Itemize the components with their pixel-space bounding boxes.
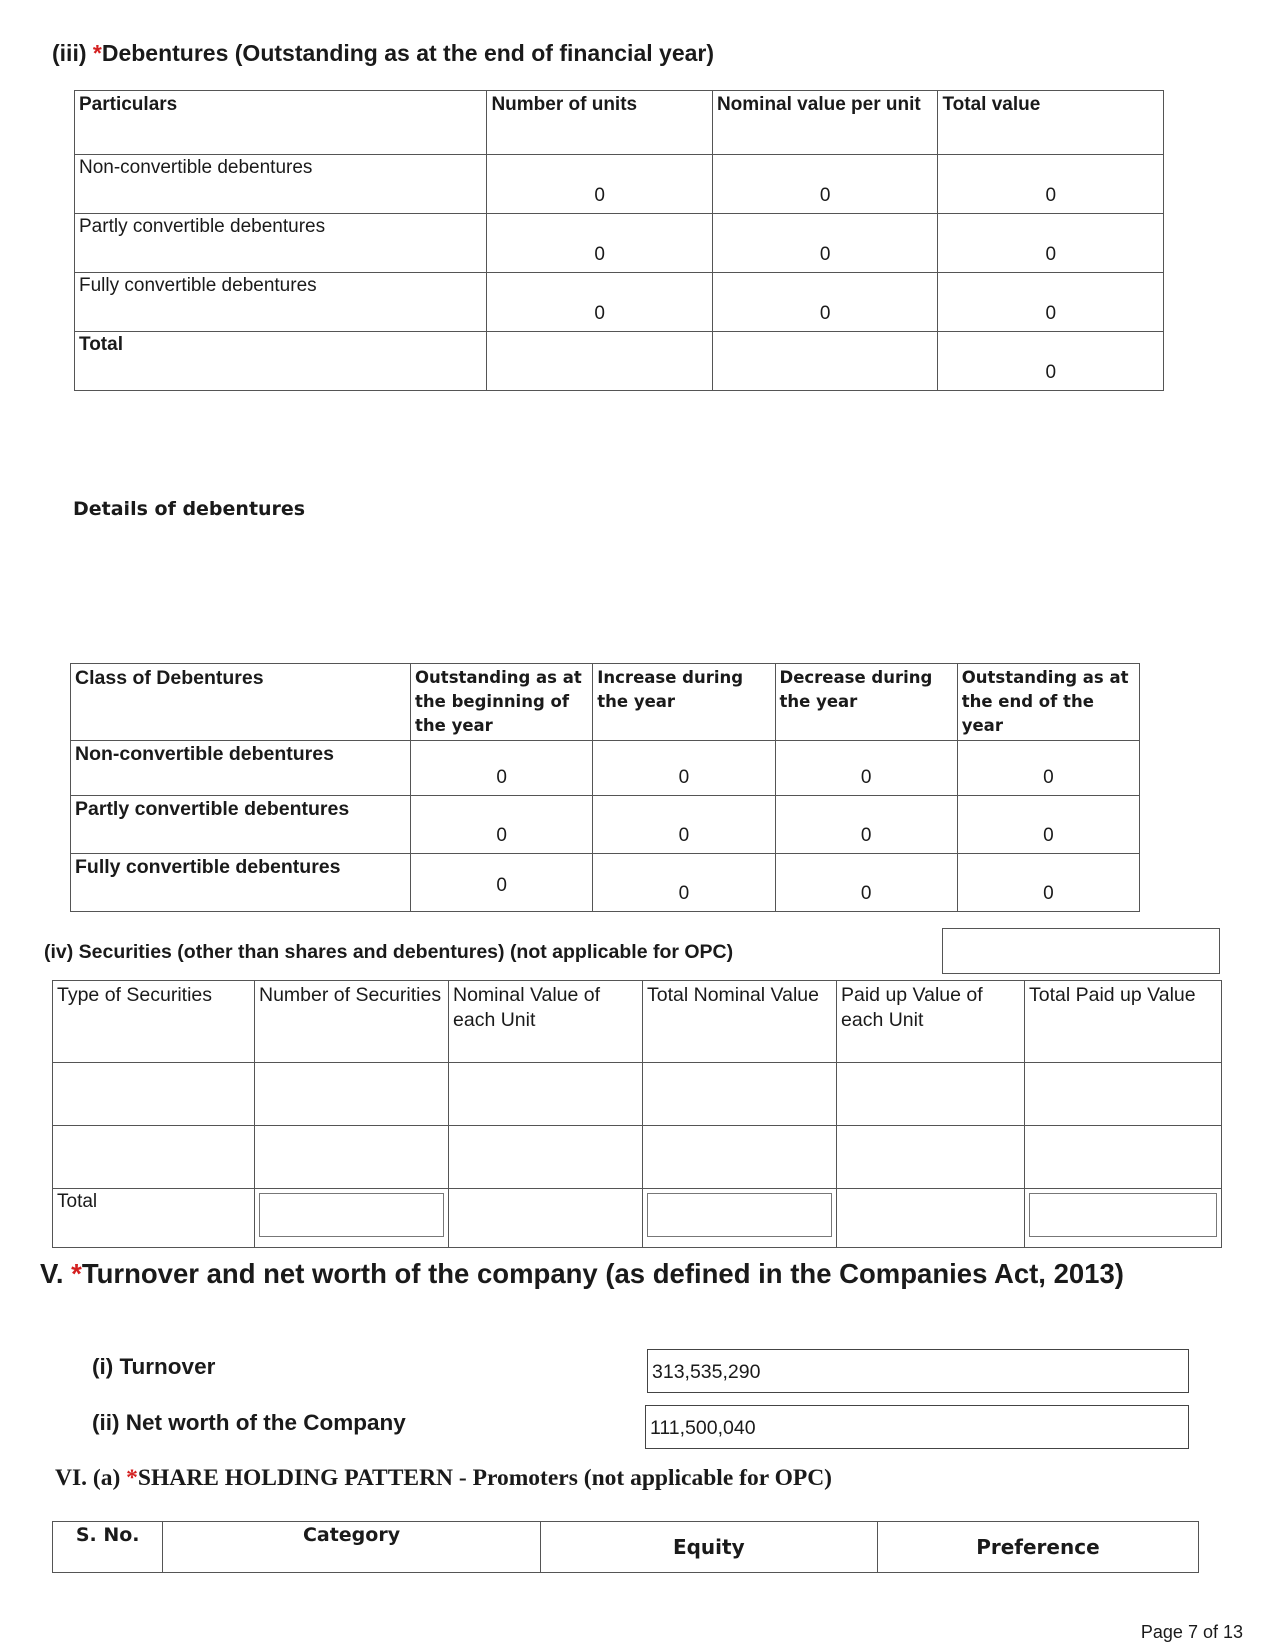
empty-cell	[712, 332, 938, 391]
table-header-row	[71, 664, 1140, 741]
empty-cell[interactable]	[837, 1126, 1025, 1189]
empty-cell[interactable]	[643, 1126, 837, 1189]
empty-cell	[449, 1189, 643, 1248]
total-value-cell: 0	[938, 332, 1164, 391]
empty-cell[interactable]	[449, 1126, 643, 1189]
turnover-label: (i) Turnover	[92, 1354, 216, 1379]
column-header: Particulars	[75, 91, 487, 155]
column-header: Type of Securities	[53, 981, 255, 1063]
net-worth-label: (ii) Net worth of the Company	[92, 1410, 406, 1435]
column-header: Equity	[540, 1522, 877, 1573]
table-row	[53, 1126, 1222, 1189]
total-paidup-cell	[1025, 1189, 1222, 1248]
total-label: Total	[53, 1189, 255, 1248]
empty-cell[interactable]	[255, 1126, 449, 1189]
turnover-field[interactable]: 313,535,290	[647, 1349, 1189, 1393]
section-vi-title: SHARE HOLDING PATTERN - Promoters (not applicable for OPC)	[137, 1465, 833, 1491]
securities-table	[52, 980, 1222, 1248]
row-label: Non-convertible debentures	[71, 741, 411, 796]
column-header: Paid up Value of each Unit	[837, 981, 1025, 1063]
share-holding-table	[52, 1521, 1199, 1573]
increase-cell: 0	[593, 854, 775, 912]
required-marker: *	[71, 1258, 82, 1289]
details-of-debentures-table	[70, 663, 1140, 912]
section-iii-title: Debentures (Outstanding as at the end of financial year)	[101, 40, 715, 66]
section-iv-heading: (iv) Securities (other than shares and debentures) (not applicable for OPC)	[44, 941, 734, 963]
row-label: Fully convertible debentures	[71, 854, 411, 912]
table-header-row	[53, 1522, 1199, 1573]
column-header: Preference	[877, 1522, 1198, 1573]
column-header: Number of Securities	[255, 981, 449, 1063]
empty-cell[interactable]	[837, 1063, 1025, 1126]
column-header: Total Paid up Value	[1025, 981, 1222, 1063]
column-header: Decrease during the year	[775, 664, 957, 741]
begin-cell: 0	[411, 796, 593, 854]
units-cell: 0	[487, 273, 713, 332]
empty-cell[interactable]	[1025, 1063, 1222, 1126]
column-header: Nominal value per unit	[712, 91, 938, 155]
section-v-title: Turnover and net worth of the company (as defined in the Companies Act, 2013)	[81, 1258, 1124, 1289]
column-header: Outstanding as at the end of the year	[957, 664, 1139, 741]
row-label: Fully convertible debentures	[75, 273, 487, 332]
securities-count-field[interactable]	[942, 928, 1220, 974]
end-cell: 0	[957, 854, 1139, 912]
total-securities-cell	[255, 1189, 449, 1248]
table-row	[71, 741, 1140, 796]
table-header-row	[53, 981, 1222, 1063]
page-number: Page 7 of 13	[1140, 1622, 1243, 1642]
total-securities-field[interactable]	[259, 1193, 444, 1237]
empty-cell[interactable]	[53, 1126, 255, 1189]
begin-cell: 0	[411, 854, 593, 912]
empty-cell[interactable]	[449, 1063, 643, 1126]
section-iii-heading	[52, 40, 714, 67]
total-label: Total	[75, 332, 487, 391]
decrease-cell: 0	[775, 741, 957, 796]
decrease-cell: 0	[775, 854, 957, 912]
empty-cell[interactable]	[643, 1063, 837, 1126]
total-cell: 0	[938, 214, 1164, 273]
nominal-cell: 0	[712, 155, 938, 214]
nominal-cell: 0	[712, 273, 938, 332]
section-v-number: V.	[40, 1258, 64, 1289]
increase-cell: 0	[593, 796, 775, 854]
empty-cell[interactable]	[1025, 1126, 1222, 1189]
total-row	[53, 1189, 1222, 1248]
table-row	[71, 796, 1140, 854]
empty-cell	[837, 1189, 1025, 1248]
units-cell: 0	[487, 155, 713, 214]
column-header: Total Nominal Value	[643, 981, 837, 1063]
column-header: Nominal Value of each Unit	[449, 981, 643, 1063]
begin-cell: 0	[411, 741, 593, 796]
empty-cell	[487, 332, 713, 391]
column-header: Increase during the year	[593, 664, 775, 741]
empty-cell[interactable]	[255, 1063, 449, 1126]
column-header: Category	[163, 1522, 540, 1573]
section-iii-number: (iii)	[52, 40, 87, 66]
table-header-row	[75, 91, 1164, 155]
table-row	[71, 854, 1140, 912]
column-header: Number of units	[487, 91, 713, 155]
net-worth-field[interactable]: 111,500,040	[645, 1405, 1189, 1449]
table-row	[75, 214, 1164, 273]
required-marker: *	[126, 1465, 138, 1491]
column-header: Outstanding as at the beginning of the year	[411, 664, 593, 741]
total-cell: 0	[938, 273, 1164, 332]
section-v-heading	[40, 1258, 1124, 1290]
table-row	[53, 1063, 1222, 1126]
total-cell: 0	[938, 155, 1164, 214]
row-label: Non-convertible debentures	[75, 155, 487, 214]
total-nominal-value-field[interactable]	[647, 1193, 832, 1237]
end-cell: 0	[957, 741, 1139, 796]
table-row	[75, 273, 1164, 332]
total-paid-up-value-field[interactable]	[1029, 1193, 1217, 1237]
units-cell: 0	[487, 214, 713, 273]
debentures-table	[74, 90, 1164, 391]
end-cell: 0	[957, 796, 1139, 854]
table-row	[75, 155, 1164, 214]
decrease-cell: 0	[775, 796, 957, 854]
total-row	[75, 332, 1164, 391]
details-heading: Details of debentures	[73, 498, 306, 520]
column-header: Class of Debentures	[71, 664, 411, 741]
row-label: Partly convertible debentures	[75, 214, 487, 273]
column-header: Total value	[938, 91, 1164, 155]
required-marker: *	[92, 40, 102, 66]
nominal-cell: 0	[712, 214, 938, 273]
empty-cell[interactable]	[53, 1063, 255, 1126]
column-header: S. No.	[53, 1522, 163, 1573]
row-label: Partly convertible debentures	[71, 796, 411, 854]
increase-cell: 0	[593, 741, 775, 796]
section-vi-heading	[55, 1465, 832, 1492]
section-vi-prefix: VI. (a)	[55, 1465, 121, 1491]
total-nominal-cell	[643, 1189, 837, 1248]
